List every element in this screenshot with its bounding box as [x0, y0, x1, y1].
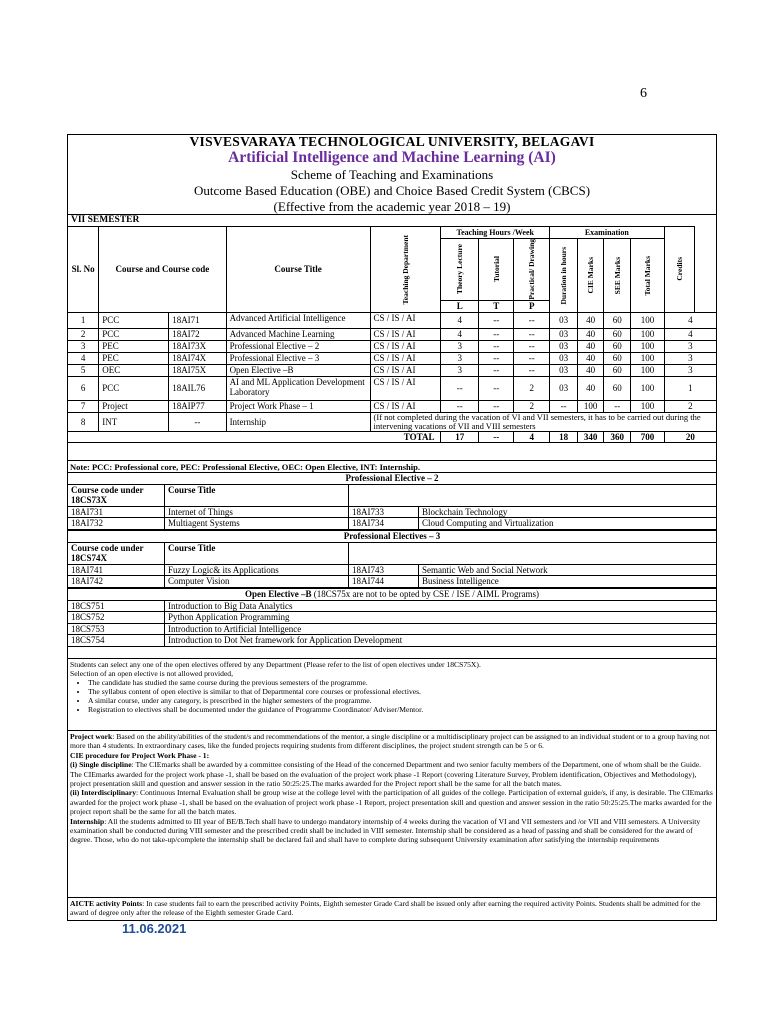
oe-title-row	[68, 589, 717, 601]
course-code: 18AI72	[169, 328, 226, 340]
header-course-title: Course Title	[226, 227, 370, 313]
course-total: 100	[631, 400, 664, 412]
oe-note-bullets	[70, 678, 714, 714]
course-see: 60	[604, 364, 631, 376]
header-teaching-hours: Teaching Hours /Week	[441, 227, 550, 239]
professional-elective-2-table	[67, 472, 717, 530]
pe3-row	[68, 576, 717, 588]
course-see: 60	[604, 376, 631, 400]
course-dur: 03	[549, 340, 577, 352]
pe2-title: Internet of Things	[165, 506, 349, 518]
pe3-code: 18AI742	[68, 576, 165, 588]
course-cie: 100	[578, 400, 604, 412]
internship-note: (If not completed during the vacation of VI and VII semesters, it has to be carried out during the intervening vacations of VII and VIII semesters	[370, 412, 716, 431]
interdisciplinary-label: (ii) Interdisciplinary	[70, 788, 137, 798]
course-total: 100	[631, 364, 664, 376]
header-duration: Duration in hours	[559, 246, 569, 305]
total-credits: 20	[664, 431, 716, 442]
course-see: 60	[604, 340, 631, 352]
course-L: 3	[441, 364, 479, 376]
header-cie: CIE Marks	[586, 257, 596, 294]
header-course-code: Course and Course code	[99, 227, 226, 313]
course-sl: 2	[68, 328, 99, 340]
total-p: 4	[514, 431, 550, 442]
course-row	[68, 352, 717, 364]
pe2-code: 18AI732	[68, 518, 165, 530]
oe-title: Introduction to Dot Net framework for Application Development	[165, 635, 717, 647]
course-scheme-table	[67, 226, 717, 443]
course-T: --	[479, 340, 514, 352]
course-see: 60	[604, 312, 631, 328]
course-title: Advanced Machine Learning	[226, 328, 370, 340]
course-code: 18AI74X	[169, 352, 226, 364]
university-name: VISVESVARAYA TECHNOLOGICAL UNIVERSITY, BELAGAVI	[189, 134, 595, 149]
pe3-col-title: Course Title	[165, 542, 349, 564]
course-credits: 4	[664, 312, 716, 328]
course-see: 60	[604, 328, 631, 340]
program-abbr: (AI)	[528, 149, 556, 166]
total-t: --	[479, 431, 514, 442]
course-type: PCC	[99, 376, 169, 400]
course-dur: 03	[549, 376, 577, 400]
course-total: 100	[631, 328, 664, 340]
course-credits: 2	[664, 400, 716, 412]
course-code: 18AI73X	[169, 340, 226, 352]
total-duration: 18	[549, 431, 577, 442]
header-total-marks: Total Marks	[643, 255, 653, 296]
course-see: 60	[604, 352, 631, 364]
oe-note-line2: Selection of an open elective is not allowed provided,	[70, 669, 234, 679]
header-sl-no: Sl. No	[68, 227, 99, 313]
pe3-empty	[349, 542, 717, 564]
pe2-title: Multiagent Systems	[165, 518, 349, 530]
pe3-row	[68, 564, 717, 576]
document-date: 11.06.2021	[122, 921, 187, 936]
course-P: --	[514, 364, 550, 376]
oe-row	[68, 635, 717, 647]
pe2-col-code: Course code under 18CS73X	[68, 484, 165, 506]
pe3-code: 18AI741	[68, 564, 165, 576]
course-title: Professional Elective – 2	[226, 340, 370, 352]
course-T: --	[479, 328, 514, 340]
total-see: 360	[604, 431, 631, 442]
course-L: 4	[441, 312, 479, 328]
header-see: SEE Marks	[612, 256, 622, 294]
cie-procedure-label: CIE procedure for Project Work Phase - 1:	[70, 750, 210, 760]
course-credits: 1	[664, 376, 716, 400]
pe3-col-code: Course code under 18CS74X	[68, 542, 165, 564]
course-code: 18AIL76	[169, 376, 226, 400]
course-row	[68, 312, 717, 328]
pe3-code: 18AI743	[349, 564, 419, 576]
course-row	[68, 328, 717, 340]
course-sl: 6	[68, 376, 99, 400]
course-total: 100	[631, 312, 664, 328]
course-P: --	[514, 352, 550, 364]
oe-row	[68, 623, 717, 635]
pe3-title: Business Intelligence	[419, 576, 717, 588]
course-sl: 1	[68, 312, 99, 328]
course-L: 3	[441, 340, 479, 352]
pe3-title: Computer Vision	[165, 576, 349, 588]
course-title: Professional Elective – 3	[226, 352, 370, 364]
oe-code: 18CS752	[68, 612, 165, 624]
pe2-title: Cloud Computing and Virtualization	[419, 518, 717, 530]
note-abbreviations: Note: PCC: Professional core, PEC: Professional Elective, OEC: Open Elective, INT: Internship.	[67, 460, 717, 472]
internship-code: --	[169, 412, 226, 431]
pe2-empty	[349, 484, 717, 506]
total-l: 17	[441, 431, 479, 442]
course-type: PEC	[99, 340, 169, 352]
aicte-label: AICTE activity Points	[70, 899, 143, 908]
course-total: 100	[631, 340, 664, 352]
project-text: : Based on the ability/abilities of the student/s and recommendations of the mentor, a single discipline or a multidisciplinary project can be assigned to an individual student or to a group having not more than 4 students. In extraordinary cases, like the funded projects requiring students from different disciplines, the project student strength can be 5 or 6.	[70, 732, 710, 751]
pe3-title: Semantic Web and Social Network	[419, 564, 717, 576]
course-cie: 40	[578, 340, 604, 352]
pe2-row	[68, 518, 717, 530]
open-elective-notes	[67, 658, 717, 729]
total-cie: 340	[578, 431, 604, 442]
course-title: Advanced Artificial Intelligence	[226, 312, 370, 328]
course-sl: 5	[68, 364, 99, 376]
page-number: 6	[640, 86, 647, 101]
total-marks: 700	[631, 431, 664, 442]
course-dur: 03	[549, 352, 577, 364]
oe-note-line1: Students can select any one of the open electives offered by any Department (Please refer to the list of open electives under 18CS75X).	[70, 660, 481, 669]
oe-note-bullet: • The candidate has studied the same course during the previous semesters of the programme.	[88, 678, 714, 687]
header-theory: Theory Lecture	[455, 244, 465, 295]
oe-title: Python Application Programming	[165, 612, 717, 624]
course-sl: 3	[68, 340, 99, 352]
oe-note-bullet: • The syllabus content of open elective is similar to that of Departmental core courses or professional electives.	[88, 687, 714, 696]
oe-row	[68, 600, 717, 612]
internship-label: Internship	[70, 816, 105, 826]
course-dur: --	[549, 400, 577, 412]
course-T: --	[479, 364, 514, 376]
course-dept: CS / IS / AI	[370, 376, 441, 400]
course-T: --	[479, 352, 514, 364]
course-title: AI and ML Application Development Laboratory	[226, 376, 370, 400]
course-P: --	[514, 312, 550, 328]
program-title	[67, 149, 717, 167]
course-dur: 03	[549, 364, 577, 376]
course-code: 18AI75X	[169, 364, 226, 376]
course-row	[68, 376, 717, 400]
course-title: Open Elective –B	[226, 364, 370, 376]
course-credits: 4	[664, 328, 716, 340]
course-cie: 40	[578, 328, 604, 340]
header-l: L	[441, 300, 479, 312]
course-credits: 3	[664, 352, 716, 364]
course-dept: CS / IS / AI	[370, 352, 441, 364]
single-discipline-label: (i) Single discipline	[70, 760, 132, 770]
course-dur: 03	[549, 312, 577, 328]
program-name: Artificial Intelligence and Machine Learning	[228, 149, 525, 166]
course-credits: 3	[664, 364, 716, 376]
course-credits: 3	[664, 340, 716, 352]
pe3-title: Professional Electives – 3	[68, 531, 717, 543]
course-dur: 03	[549, 328, 577, 340]
course-P: 2	[514, 400, 550, 412]
course-type: PCC	[99, 328, 169, 340]
scheme-title: Scheme of Teaching and Examinations	[290, 167, 494, 182]
oe-note-bullet: • A similar course, under any category, is prescribed in the higher semesters of the programme.	[88, 696, 714, 705]
aicte-text: : In case students fail to earn the prescribed activity Points, Eighth semester Grade Card shall be issued only after earning the required activity Points. Students shall be admitted for the award of degree only after the release of the Eighth semester Grade Card.	[70, 899, 701, 918]
obe-title: Outcome Based Education (OBE) and Choice Based Credit System (CBCS)	[193, 183, 591, 198]
course-dept: CS / IS / AI	[370, 328, 441, 340]
pe2-code: 18AI734	[349, 518, 419, 530]
course-T: --	[479, 400, 514, 412]
course-dept: CS / IS / AI	[370, 312, 441, 328]
oe-row	[68, 612, 717, 624]
course-title: Project Work Phase – 1	[226, 400, 370, 412]
header-tutorial: Tutorial	[491, 256, 501, 283]
course-row	[68, 400, 717, 412]
course-P: 2	[514, 376, 550, 400]
course-cie: 40	[578, 312, 604, 328]
oe-note-bullet: • Registration to electives shall be documented under the guidance of Programme Coordinator/ Adviser/Mentor.	[88, 705, 714, 714]
course-L: 3	[441, 352, 479, 364]
course-type: OEC	[99, 364, 169, 376]
project-label: Project work	[70, 732, 113, 741]
pe2-col-title: Course Title	[165, 484, 349, 506]
course-T: --	[479, 312, 514, 328]
pe3-title: Fuzzy Logic& its Applications	[165, 564, 349, 576]
course-see: --	[604, 400, 631, 412]
course-type: PEC	[99, 352, 169, 364]
course-dept: CS / IS / AI	[370, 364, 441, 376]
course-L: --	[441, 376, 479, 400]
total-label: TOTAL	[68, 431, 441, 442]
course-L: --	[441, 400, 479, 412]
course-P: --	[514, 328, 550, 340]
open-elective-table	[67, 588, 717, 647]
course-type: Project	[99, 400, 169, 412]
course-P: --	[514, 340, 550, 352]
pe2-title: Blockchain Technology	[419, 506, 717, 518]
header-teaching-dept: Teaching Department	[401, 234, 410, 305]
course-code: 18AI71	[169, 312, 226, 328]
course-row	[68, 340, 717, 352]
course-dept: CS / IS / AI	[370, 340, 441, 352]
course-code: 18AIP77	[169, 400, 226, 412]
course-type: PCC	[99, 312, 169, 328]
course-total: 100	[631, 376, 664, 400]
pe2-code: 18AI731	[68, 506, 165, 518]
header-practical: Practical/ Drawing	[527, 239, 537, 300]
oe-title: Introduction to Artificial Intelligence	[165, 623, 717, 635]
course-dept: CS / IS / AI	[370, 400, 441, 412]
internship-type: INT	[99, 412, 169, 431]
professional-elective-3-table	[67, 530, 717, 588]
internship-title: Internship	[226, 412, 370, 431]
header-t: T	[479, 300, 514, 312]
course-total: 100	[631, 352, 664, 364]
oe-code: 18CS754	[68, 635, 165, 647]
oe-subtitle: (18CS75x are not to be opted by CSE / ISE / AIML Programs)	[313, 589, 539, 599]
course-T: --	[479, 376, 514, 400]
oe-title: Introduction to Big Data Analytics	[165, 600, 717, 612]
pe3-code: 18AI744	[349, 576, 419, 588]
project-work-notes	[67, 730, 717, 897]
header-p: P	[514, 300, 550, 312]
oe-code: 18CS751	[68, 600, 165, 612]
pe2-code: 18AI733	[349, 506, 419, 518]
course-cie: 40	[578, 352, 604, 364]
course-cie: 40	[578, 376, 604, 400]
oe-title: Open Elective –B	[245, 589, 312, 599]
semester-label: VII SEMESTER	[67, 214, 717, 226]
course-row	[68, 364, 717, 376]
pe2-row	[68, 506, 717, 518]
internship-text: : All the students admitted to III year of BE/B.Tech shall have to undergo mandatory internship of 4 weeks during the vacation of VI and VII semesters and /or VII and VIII semesters. A University examination shall be conducted during VIII semester and the prescribed credit shall be included in VIII semester. Internship shall be considered as a head of passing and shall be considered for the award of degree. Those, who do not take-up/complete the internship shall be declared fail and shall have to complete during subsequent University examination after satisfying the internship requirements	[70, 816, 701, 845]
course-sl: 7	[68, 400, 99, 412]
header-examination: Examination	[549, 227, 664, 239]
aicte-notes	[67, 897, 717, 921]
header-credits: Credits	[674, 257, 684, 282]
course-sl: 4	[68, 352, 99, 364]
internship-sl: 8	[68, 412, 99, 431]
effective-year: (Effective from the academic year 2018 – 19)	[273, 199, 511, 214]
course-L: 4	[441, 328, 479, 340]
interdisciplinary-text: : Continuous Internal Evaluation shall be group wise at the college level with the participation of all guides of the college. Participation of external guide/s, if any, is desirable. The CIEmarks awarded for the project work phase -1, shall be based on the evaluation of project work phase -1 Report, project presentation skill and question and answer session in the ratio 50:25:25.The marks awarded for the project report shall be the same for all the batch mates.	[70, 788, 713, 817]
oe-code: 18CS753	[68, 623, 165, 635]
single-discipline-text: : The CIEmarks shall be awarded by a committee consisting of the Head of the concerned Department and two senior faculty members of the Department, one of whom shall be the Guide. The CIEmarks awarded for the project work phase -1, shall be based on the evaluation of the project work phase -1 Report (covering Literature Survey, Problem identification, Objectives and Methodology), project presentation skill and question and answer session in the ratio 50:25:25.The marks awarded for the Project report shall be the same for all the batch mates.	[70, 760, 702, 789]
course-cie: 40	[578, 364, 604, 376]
pe2-title: Professional Elective – 2	[68, 473, 717, 485]
